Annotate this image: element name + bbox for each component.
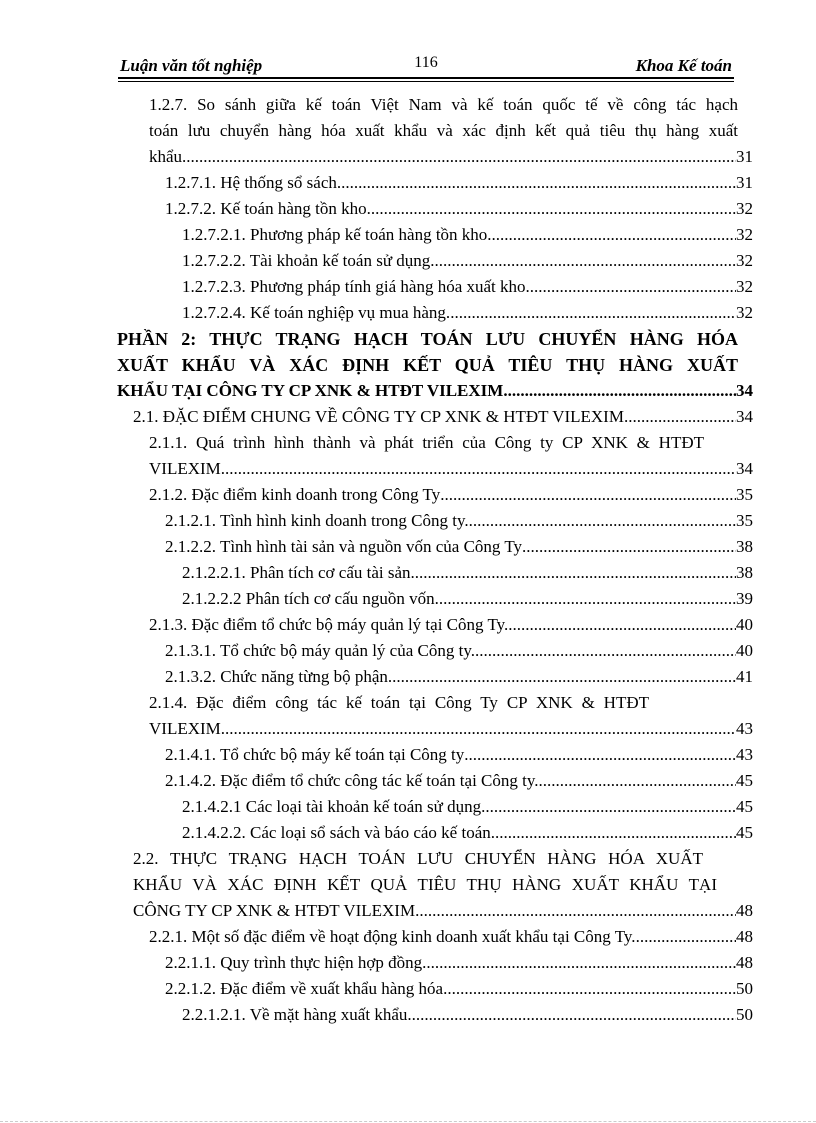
toc-entry-line: 1.2.7. So sánh giữa kế toán Việt Nam và kế toán quốc tế về công tác hạch bbox=[149, 95, 738, 114]
toc-entry-title: 2.1.4.2.1 Các loại tài khoản kế toán sử dụng. bbox=[182, 797, 486, 816]
toc-entry-title: 1.2.7.2.2. Tài khoản kế toán sử dụng. bbox=[182, 251, 435, 270]
toc-entry-title: 2.1.4.2. Đặc điểm tổ chức công tác kế toán tại Công ty. bbox=[165, 771, 539, 790]
toc-page-number: 32 bbox=[736, 251, 753, 270]
toc-entry-title: 2.1.2.2.2 Phân tích cơ cấu nguồn vốn. bbox=[182, 589, 439, 608]
toc-page-number: 48 bbox=[736, 927, 753, 946]
toc-entry-title: 2.2.1. Một số đặc điểm về hoạt động kinh doanh xuất khẩu tại Công Ty. bbox=[149, 927, 636, 946]
toc-page-number: 31 bbox=[736, 173, 753, 192]
toc-page-number: 40 bbox=[736, 615, 753, 634]
toc-entry-line: toán lưu chuyển hàng hóa xuất khẩu và xác định kết quả tiêu thụ hàng xuất bbox=[149, 121, 738, 140]
toc-entry-title: 2.1.4.1. Tổ chức bộ máy kế toán tại Công ty bbox=[165, 745, 465, 764]
toc-entry[interactable] bbox=[117, 378, 753, 404]
toc-entry[interactable] bbox=[182, 274, 753, 300]
toc-page-number: 38 bbox=[736, 563, 753, 582]
header-faculty: Khoa Kế toán bbox=[635, 56, 732, 75]
toc-entry[interactable] bbox=[182, 248, 753, 274]
toc-entry-title: VILEXIM. bbox=[149, 719, 226, 738]
toc-entry[interactable] bbox=[182, 586, 753, 612]
toc-entry[interactable] bbox=[165, 638, 753, 664]
toc-entry[interactable] bbox=[165, 196, 753, 222]
header-rule bbox=[118, 77, 734, 79]
toc-page-number: 39 bbox=[736, 589, 753, 608]
toc-page-number: 34 bbox=[736, 407, 753, 426]
toc-entry-title: 2.1. ĐẶC ĐIỂM CHUNG VỀ CÔNG TY CP XNK & HTĐT VILEXIM bbox=[133, 407, 624, 426]
toc-entry[interactable] bbox=[149, 924, 753, 950]
toc-entry[interactable] bbox=[133, 898, 753, 924]
toc-page-number: 34 bbox=[736, 381, 753, 400]
toc-entry-line: 2.2. THỰC TRẠNG HẠCH TOÁN LƯU CHUYỂN HÀNG HÓA XUẤT bbox=[133, 849, 703, 868]
toc-entry[interactable] bbox=[165, 768, 753, 794]
toc-entry-title: 2.1.2.1. Tình hình kinh doanh trong Công ty. bbox=[165, 511, 469, 530]
toc-entry[interactable] bbox=[165, 742, 753, 768]
toc-entry[interactable] bbox=[165, 950, 753, 976]
toc-part-heading: PHẦN 2: THỰC TRẠNG HẠCH TOÁN LƯU CHUYỂN HÀNG HÓA bbox=[117, 329, 738, 349]
toc-entry[interactable] bbox=[182, 560, 753, 586]
toc-entry[interactable] bbox=[182, 300, 753, 326]
toc-entry-title: 2.1.3.1. Tổ chức bộ máy quản lý của Công ty. bbox=[165, 641, 475, 660]
toc-entry[interactable] bbox=[149, 612, 753, 638]
toc-entry[interactable] bbox=[149, 716, 753, 742]
toc-entry[interactable] bbox=[165, 976, 753, 1002]
toc-page-number: 41 bbox=[736, 667, 753, 686]
toc-entry[interactable] bbox=[182, 1002, 753, 1028]
toc-entry-line: 2.1.4. Đặc điểm công tác kế toán tại Công Ty CP XNK & HTĐT bbox=[149, 693, 649, 712]
toc-entry[interactable] bbox=[149, 456, 753, 482]
toc-entry-title: 2.1.3.2. Chức năng từng bộ phận bbox=[165, 667, 388, 686]
toc-entry[interactable] bbox=[165, 170, 753, 196]
toc-entry-title: VILEXIM. bbox=[149, 459, 226, 478]
toc-entry-line: 2.1.1. Quá trình hình thành và phát triển của Công ty CP XNK & HTĐT bbox=[149, 433, 704, 452]
toc-page-number: 45 bbox=[736, 823, 753, 842]
toc-page-number: 32 bbox=[736, 199, 753, 218]
toc-part-heading: XUẤT KHẨU VÀ XÁC ĐỊNH KẾT QUẢ TIÊU THỤ HÀNG XUẤT bbox=[117, 355, 738, 375]
toc-page-number: 50 bbox=[736, 979, 753, 998]
toc-page-number: 50 bbox=[736, 1005, 753, 1024]
toc-page-number: 43 bbox=[736, 719, 753, 738]
toc-entry[interactable] bbox=[165, 534, 753, 560]
toc-entry-title: 2.2.1.2.1. Về mặt hàng xuất khẩu bbox=[182, 1005, 408, 1024]
toc-entry-title: 1.2.7.2. Kế toán hàng tồn kho bbox=[165, 199, 367, 218]
toc-entry[interactable] bbox=[165, 508, 753, 534]
toc-page-number: 48 bbox=[736, 953, 753, 972]
page-header bbox=[118, 52, 734, 78]
toc-page-number: 31 bbox=[736, 147, 753, 166]
header-page-number: 116 bbox=[414, 54, 438, 71]
toc-page-number: 40 bbox=[736, 641, 753, 660]
toc-page-number: 32 bbox=[736, 277, 753, 296]
toc-entry[interactable] bbox=[165, 664, 753, 690]
toc-page-number: 34 bbox=[736, 459, 753, 478]
toc-entry-title: 2.2.1.1. Quy trình thực hiện hợp đồng bbox=[165, 953, 423, 972]
toc-entry[interactable] bbox=[182, 222, 753, 248]
toc-entry-title: 1.2.7.2.1. Phương pháp kế toán hàng tồn kho. bbox=[182, 225, 492, 244]
header-thesis-title: Luận văn tốt nghiệp bbox=[120, 56, 263, 75]
toc-entry-line: KHẨU VÀ XÁC ĐỊNH KẾT QUẢ TIÊU THỤ HÀNG XUẤT KHẨU TẠI bbox=[133, 875, 717, 894]
toc-page-number: 48 bbox=[736, 901, 753, 920]
toc-page-number: 38 bbox=[736, 537, 753, 556]
toc-entry-title: 2.1.2.2. Tình hình tài sản và nguồn vốn của Công Ty bbox=[165, 537, 523, 556]
toc-page-number: 32 bbox=[736, 225, 753, 244]
toc-entry-title: 2.1.3. Đặc điểm tổ chức bộ máy quản lý tại Công Ty. bbox=[149, 615, 509, 634]
toc-page-number: 32 bbox=[736, 303, 753, 322]
toc-entry-title: 2.1.2.2.1. Phân tích cơ cấu tài sản bbox=[182, 563, 411, 582]
toc-page-number: 43 bbox=[736, 745, 753, 764]
toc-entry-title: 2.2.1.2. Đặc điểm về xuất khẩu hàng hóa bbox=[165, 979, 444, 998]
header-rule-thin bbox=[118, 81, 734, 82]
toc-page-number: 35 bbox=[736, 485, 753, 504]
toc-entry-title: KHẨU TẠI CÔNG TY CP XNK & HTĐT VILEXIM bbox=[117, 381, 504, 400]
page-bottom-edge bbox=[0, 1121, 816, 1122]
toc-entry-title: 2.1.4.2.2. Các loại sổ sách và báo cáo kế toán. bbox=[182, 823, 495, 842]
toc-entry[interactable] bbox=[149, 144, 753, 170]
toc-page-number: 45 bbox=[736, 797, 753, 816]
toc-entry[interactable] bbox=[182, 794, 753, 820]
toc-entry-title: 1.2.7.1. Hệ thống sổ sách bbox=[165, 173, 337, 192]
toc-entry-title: 1.2.7.2.3. Phương pháp tính giá hàng hóa xuất kho. bbox=[182, 277, 530, 296]
toc-entry[interactable] bbox=[182, 820, 753, 846]
toc-page-number: 45 bbox=[736, 771, 753, 790]
toc-entry-title: 2.1.2. Đặc điểm kinh doanh trong Công Ty bbox=[149, 485, 441, 504]
toc-entry-title: 1.2.7.2.4. Kế toán nghiệp vụ mua hàng. bbox=[182, 303, 451, 322]
toc-entry-title: khẩu. bbox=[149, 147, 187, 166]
toc-page-number: 35 bbox=[736, 511, 753, 530]
toc-entry[interactable] bbox=[149, 482, 753, 508]
toc-entry-title: CÔNG TY CP XNK & HTĐT VILEXIM. bbox=[133, 901, 420, 920]
toc-entry[interactable] bbox=[133, 404, 753, 430]
